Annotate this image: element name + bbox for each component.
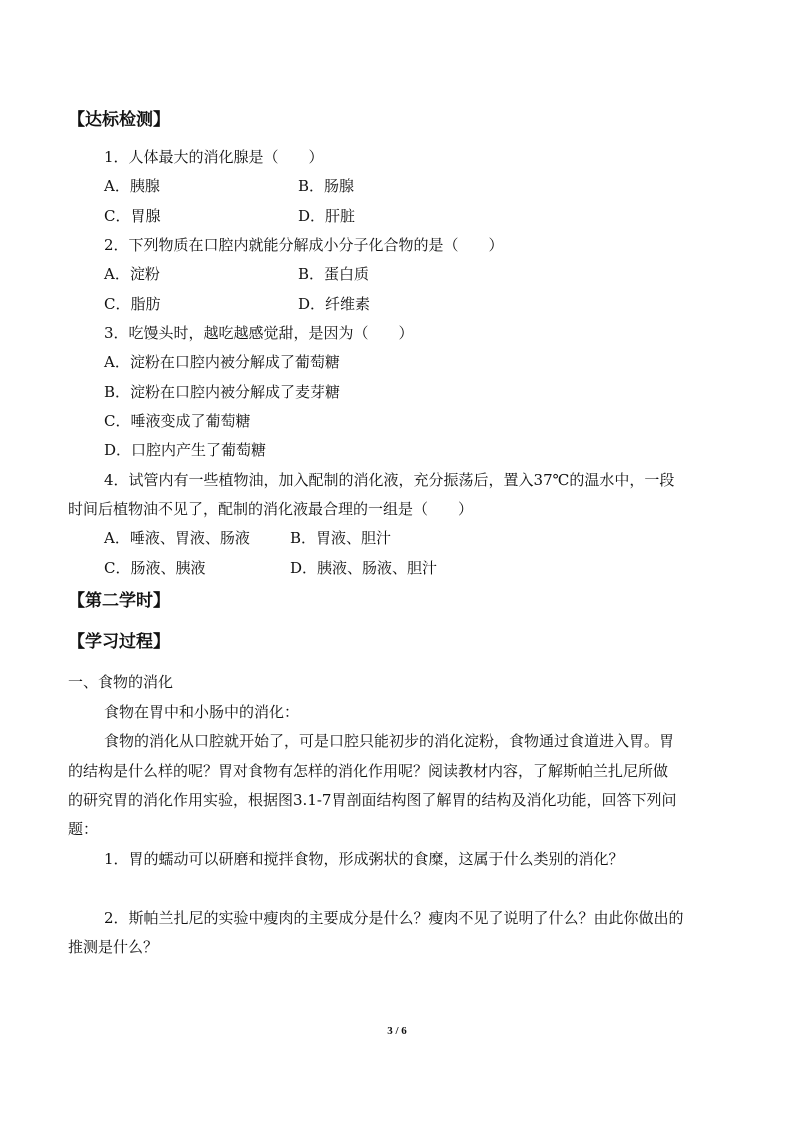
part-1-paragraph-line-3: 的研究胃的消化作用实验，根据图3.1-7胃剖面结构图了解胃的结构及消化功能，回答下列问 [68, 791, 677, 809]
question-1-option-c: C．胃腺 [104, 207, 161, 225]
page-number: 3 / 6 [387, 1025, 407, 1037]
question-2-stem: 2．下列物质在口腔内就能分解成小分子化合物的是（ ） [104, 236, 504, 254]
question-2-option-a: A．淀粉 [104, 265, 160, 283]
part-1-paragraph-line-4: 题： [68, 820, 99, 838]
question-3-option-b: B．淀粉在口腔内被分解成了麦芽糖 [104, 383, 341, 401]
sub-question-1: 1．胃的蠕动可以研磨和搅拌食物，形成粥状的食糜，这属于什么类别的消化？ [104, 850, 624, 868]
question-4-stem-line-1: 4．试管内有一些植物油，加入配制的消化液，充分振荡后，置入37℃的温水中，一段 [104, 471, 675, 489]
part-1-heading: 一、食物的消化 [68, 673, 174, 691]
section-heading-dabiao: 【达标检测】 [68, 110, 170, 130]
section-heading-study-process: 【学习过程】 [68, 632, 170, 652]
question-3-option-c: C．唾液变成了葡萄糖 [104, 412, 251, 430]
question-1-stem: 1．人体最大的消化腺是（ ） [104, 148, 324, 166]
question-1-option-d: D．肝脏 [298, 207, 356, 225]
question-3-option-d: D．口腔内产生了葡萄糖 [104, 441, 267, 459]
question-4-option-d: D．胰液、肠液、胆汁 [290, 559, 438, 577]
question-3-option-a: A．淀粉在口腔内被分解成了葡萄糖 [104, 353, 340, 371]
question-3-stem: 3．吃馒头时，越吃越感觉甜，是因为（ ） [104, 324, 414, 342]
question-2-option-b: B．蛋白质 [298, 265, 370, 283]
sub-question-2-line-2: 推测是什么？ [68, 938, 159, 956]
question-4-option-b: B．胃液、胆汁 [290, 529, 392, 547]
question-4-option-c: C．肠液、胰液 [104, 559, 206, 577]
question-1-option-b: B．肠腺 [298, 177, 355, 195]
part-1-paragraph-line-2: 的结构是什么样的呢？胃对食物有怎样的消化作用呢？阅读教材内容，了解斯帕兰扎尼所做 [68, 762, 669, 780]
part-1-paragraph-line-1: 食物的消化从口腔就开始了，可是口腔只能初步的消化淀粉，食物通过食道进入胃。胃 [104, 732, 675, 750]
question-4-stem-line-2: 时间后植物油不见了，配制的消化液最合理的一组是（ ） [68, 500, 474, 518]
section-heading-second-lesson: 【第二学时】 [68, 591, 170, 611]
question-1-option-a: A．胰腺 [104, 177, 160, 195]
question-2-option-d: D．纤维素 [298, 295, 371, 313]
question-4-option-a: A．唾液、胃液、肠液 [104, 529, 250, 547]
question-2-option-c: C．脂肪 [104, 295, 161, 313]
sub-question-2-line-1: 2．斯帕兰扎尼的实验中瘦肉的主要成分是什么？瘦肉不见了说明了什么？由此你做出的 [104, 909, 684, 927]
part-1-subheading: 食物在胃中和小肠中的消化： [104, 703, 300, 721]
